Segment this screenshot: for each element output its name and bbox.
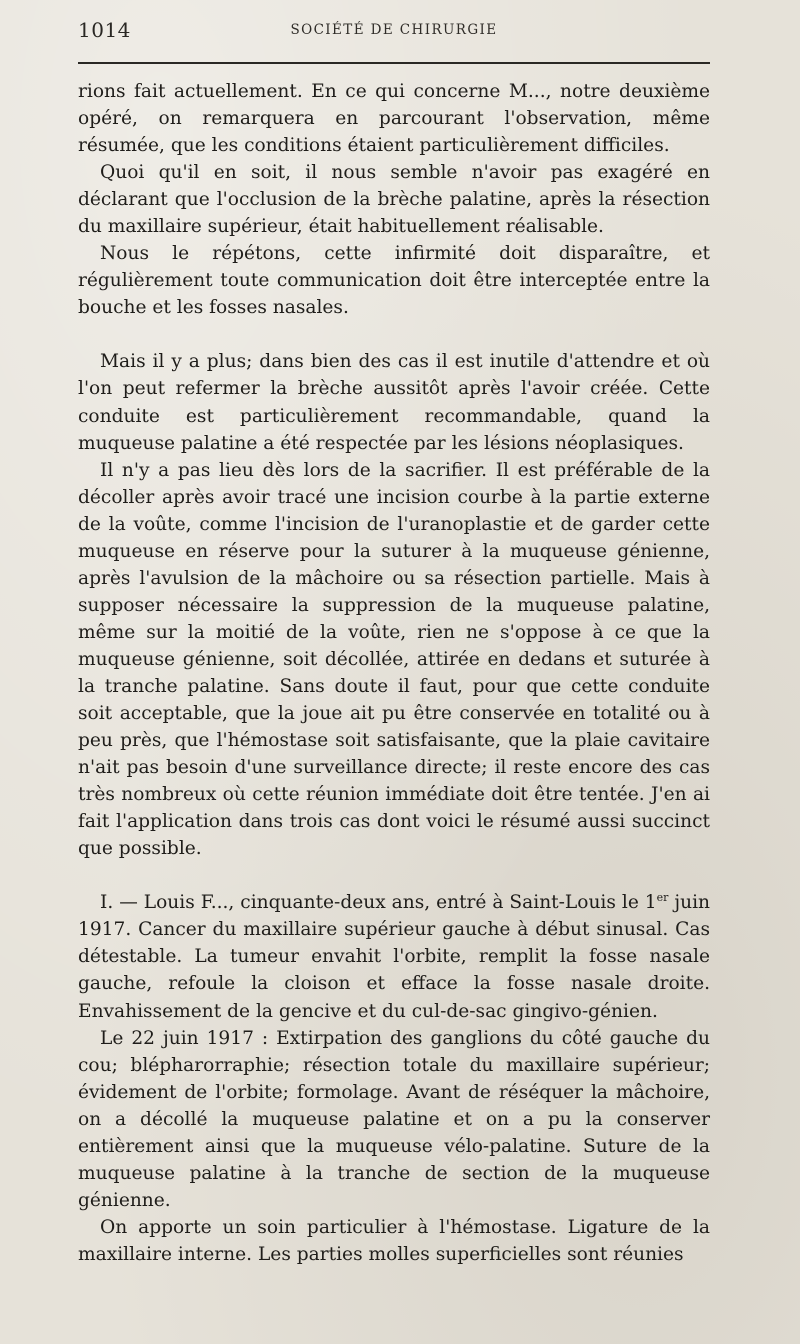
header-rule — [78, 62, 710, 64]
ordinal-superscript: er — [656, 891, 669, 905]
page-number: 1014 — [78, 18, 131, 42]
running-title: SOCIÉTÉ DE CHIRURGIE — [290, 22, 498, 38]
paragraph-technique: Il n'y a pas lieu dès lors de la sacrifier. Il est préférable de la décoller après avoir tracé une incision courbe à la partie externe de la voûte, comme l'incision de l'uranoplastie et de garder cette muqueuse en réserve pour la suturer à la muqueuse génienne, après l'avulsion de la mâchoire ou sa résection partielle. Mais à supposer nécessaire la suppression de la muqueuse palatine, même sur la moitié de la voûte, rien ne s'oppose à ce que la muqueuse génienne, soit décollée, attirée en dedans et suturée à la tranche palatine. Sans doute il faut, pour que cette conduite soit acceptable, que la joue ait pu être conservée en totalité ou à peu près, que l'hémostase soit satisfaisante, que la plaie cavitaire n'ait pas besoin d'une surveillance directe; il reste encore des cas très nombreux où cette réunion immédiate doit être tentée. J'en ai fait l'application dans trois cas dont voici le résumé aussi succinct que possible. — [78, 459, 710, 860]
paragraph-operation: Le 22 juin 1917 : Extirpation des ganglions du côté gauche du cou; blépharorraphie; résection totale du maxillaire supérieur; évidement de l'orbite; formolage. Avant de réséquer la mâchoire, on a décollé la muqueuse palatine et on a pu la conserver entièrement ainsi que la muqueuse vélo-palatine. Suture de la muqueuse palatine à la tranche de section de la muqueuse génienne. — [78, 1027, 710, 1211]
case-one-description: juin 1917. Cancer du maxillaire supérieur gauche à début sinusal. Cas détestable. La tumeur envahit l'orbite, remplit la fosse nasale gauche, refoule la cloison et efface la fosse nasale droite. Envahissement de la gencive et du cul-de-sac gingivo-génien. — [78, 892, 711, 1022]
paragraph-hemostasis: On apporte un soin particulier à l'hémostase. Ligature de la maxillaire interne. Les parties molles superficielles sont réunies — [78, 1216, 710, 1265]
paragraph-immediate-closure: Mais il y a plus; dans bien des cas il est inutile d'attendre et où l'on peut refermer la brèche aussitôt après l'avoir créée. Cette conduite est particulièrement recommandable, quand la muqueuse palatine a été respectée par les lésions néoplasiques. — [78, 351, 710, 454]
paragraph-occlusion: Quoi qu'il en soit, il nous semble n'avoir pas exagéré en déclarant que l'occlusion de la brèche palatine, après la résection du maxillaire supérieur, était habituellement réalisable. — [78, 162, 710, 238]
paragraph-spacer — [78, 862, 710, 889]
paragraph-infirmity: Nous le répétons, cette infirmité doit disparaître, et régulièrement toute communication doit être interceptée entre la bouche et les fosses nasales. — [78, 243, 710, 319]
case-one-intro: I. — Louis F..., cinquante-deux ans, entré à Saint-Louis le 1 — [100, 892, 657, 914]
body-text — [78, 78, 710, 1268]
paragraph-spacer — [78, 321, 710, 348]
page-header — [78, 16, 710, 50]
paragraph-continuation: rions fait actuellement. En ce qui concerne M..., notre deuxième opéré, on remarquera en parcourant l'observation, même résumée, que les conditions étaient particulièrement difficiles. — [78, 81, 710, 157]
paragraph-case-one — [78, 889, 710, 1024]
